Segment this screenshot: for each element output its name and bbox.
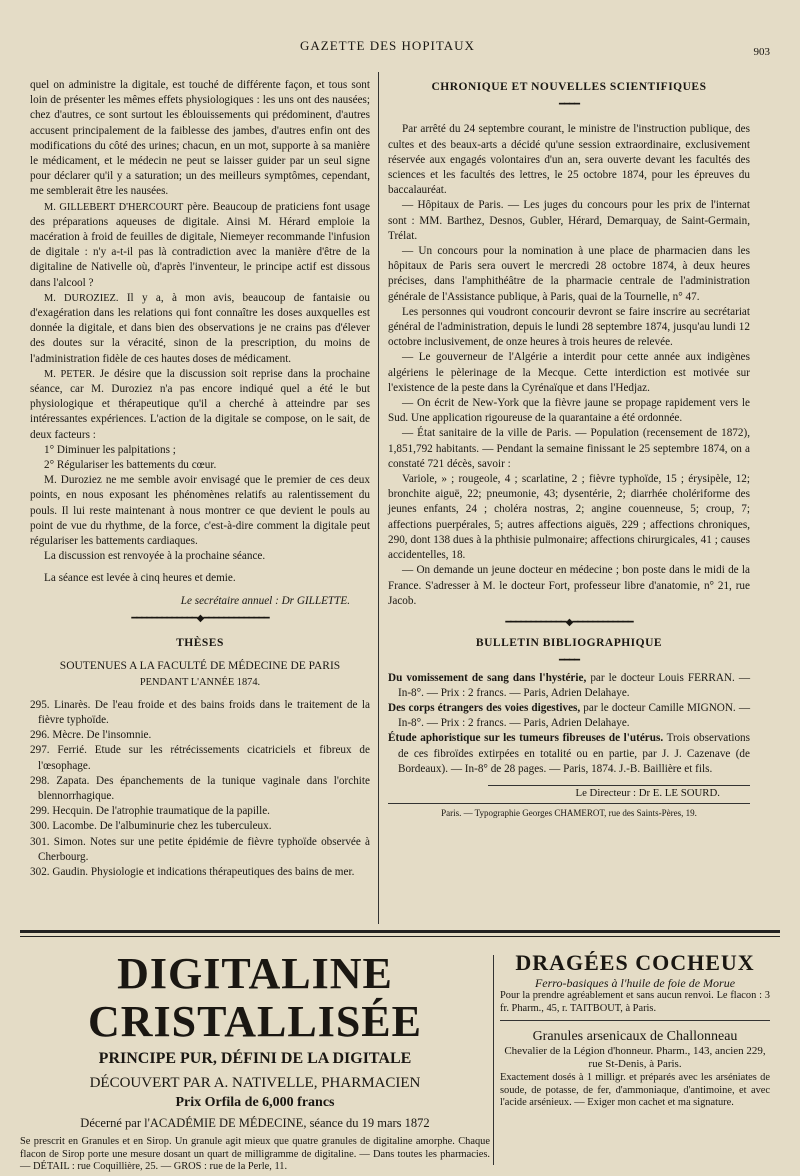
advert-digitaline: [20, 950, 490, 1174]
rule: [500, 1020, 770, 1021]
paragraph: [30, 367, 370, 443]
biblio-title: Des corps étrangers des voies digestives,: [388, 701, 581, 714]
news-item: — On écrit de New-York que la fièvre jaune se propage rapidement vers le Sud. Une application rigoureuse de la quarantaine a été ordonnée.: [388, 397, 750, 425]
paragraph: La discussion est renvoyée à la prochaine séance.: [44, 550, 266, 563]
ad-divider: [493, 955, 494, 1165]
biblio-detail: Trois observations de ces fibroïdes extirpées en totalité ou en partie, par J. J. Cazenave (de Bordeaux). — In-8° de 28 pages. — Paris, 1874. J.-B. Baillière et fils.: [398, 732, 750, 775]
biblio-entry: [388, 731, 750, 777]
ad-subtitle: PRINCIPE PUR, DÉFINI DE LA DIGITALE: [98, 1050, 412, 1067]
speaker: M. DUROZIEZ.: [44, 292, 119, 304]
speech-text: père. Beaucoup de praticiens font usage des préparations aqueuses de digitale. Ainsi M. Hérard emploie la macération à froid de feuilles de digitale, Niemeyer recommande l'infusion de digitale : n'y a-t-il pas là contradiction avec la manière d'être de la digitaline de Nativelle où, d'après l'inventeur, le principe actif est dissous dans l'alcool ?: [30, 200, 370, 289]
section-subtitle: SOUTENUES A LA FACULTÉ DE MÉDECINE DE PARIS: [59, 660, 341, 673]
thesis-item: 297. Ferrié. Etude sur les rétrécissements cicatriciels et fibreux de l'œsophage.: [30, 744, 370, 772]
section-title: CHRONIQUE ET NOUVELLES SCIENTIFIQUES: [431, 81, 707, 93]
thin-rule: [20, 936, 780, 937]
news-item: — État sanitaire de la ville de Paris. — Population (recensement de 1872), 1,851,792 habitants. — Pendant la semaine finissant le 25 septembre 1874, on a constaté 721 décès, savoir :: [388, 427, 750, 470]
news-item: — Un concours pour la nomination à une place de pharmacien dans les hôpitaux de Paris sera ouvert le mercredi 28 octobre 1874, à deux heures précises, dans l'amphithéâtre de la pharmacie centrale de l'administration générale de l'Assistance publique, à Paris, quai de la Tournelle, n° 47.: [388, 245, 750, 303]
ad-discoverer: DÉCOUVERT PAR A. NATIVELLE, PHARMACIEN: [89, 1075, 421, 1091]
ad-text: Se prescrit en Granules et en Sirop. Un granule agit mieux que quatre granules de digitaline amorphe. Chaque flacon de Sirop porte une mesure dosant un quart de milligramme de digitaline. — Dans toutes les pharmacies. — DÉTAIL : rue Coquillière, 25. — GROS : rue de la Perle, 11.: [20, 1136, 490, 1172]
biblio-detail: par le docteur Louis FERRAN. — In-8°. — Prix : 2 francs. — Paris, Adrien Delahaye.: [398, 671, 751, 699]
thesis-item: 300. Lacombe. De l'albuminurie chez les tuberculeux.: [30, 820, 272, 833]
short-rule: ━━━━: [558, 99, 580, 111]
ad-text: Pour la prendre agréablement et sans aucun renvoi. Le flacon : 3 fr. Pharm., 45, r. TAITBOUT, à Paris.: [500, 990, 770, 1014]
biblio-title: Du vomissement de sang dans l'hystérie,: [388, 671, 587, 684]
list-item: 1° Diminuer les palpitations ;: [44, 443, 176, 456]
speech-text: Il y a, à mon avis, beaucoup de fantaisie ou d'exagération dans les relations qui font connaître les doses auxquelles est donnée la digitale, et dans bien des observations je ne crains pas d'élever des doutes sur la véracité, sinon de la prescription, du moins de l'administration fidèle de ces hautes doses de médicament.: [30, 291, 370, 365]
biblio-detail: par le docteur Camille MIGNON. — In-8°. — Prix : 2 francs. — Paris, Adrien Delahaye.: [398, 701, 751, 730]
paragraph: M. Duroziez ne me semble avoir envisagé que le premier de ces deux points, en nous exposant les phénomènes relatifs au ralentissement du pouls. Il lui reste maintenant à nous montrer ce que devient le pouls au point de vue du rhythme, de la force, c'est-à-dire comment la digitale peut régulariser les battements cardiaques.: [30, 474, 370, 548]
ornament-divider: ━━━━━━━━━━━━◆━━━━━━━━━━━━: [505, 616, 633, 628]
thesis-item: 298. Zapata. Des épanchements de la tunique vaginale dans l'orchite blennorrhagique.: [30, 774, 370, 802]
paragraph: quel on administre la digitale, est touché de différente façon, et tous sont loin de présenter les mêmes effets physiologiques : les uns ont des nausées; chez d'autres, ce sont surtout les éblouissements qui prédominent, d'autres accusent principalement de la faiblesse des jambes, d'autres enfin ont des modifications du côté des urines; chacun, en un mot, supporte à sa manière le médicament, et le médecin ne peut se laisser guider par un seul signe pour déclarer qu'il y a saturation; un des meilleurs symptômes, cependant, me semblerait être les nausées.: [30, 79, 370, 198]
ornament-divider: ━━━━━━━━━━━━━◆━━━━━━━━━━━━━: [131, 612, 269, 624]
left-column: [30, 78, 370, 880]
news-item: — On demande un jeune docteur en médecine ; bon poste dans le midi de la France. S'adresser à M. le docteur Fort, professeur libre d'anatomie, n° 21, rue Jacob.: [388, 564, 750, 607]
biblio-title: Étude aphoristique sur les tumeurs fibreuses de l'utérus.: [388, 732, 664, 745]
page-header: [0, 38, 800, 58]
thesis-item: 299. Hecquin. De l'atrophie traumatique de la papille.: [30, 805, 270, 818]
page-number: 903: [753, 46, 770, 58]
journal-title: GAZETTE DES HOPITAUX: [300, 38, 475, 53]
bibliography: [388, 671, 750, 777]
speech-text: Je désire que la discussion soit reprise dans la prochaine séance, car M. Duroziez n'a pas encore indiqué quel a été le but physiologique et thérapeutique qu'il a cherché à atteindre par ses intéressantes expériences. L'action de la digitale se compose, on le sait, de deux facteurs :: [30, 367, 371, 441]
thesis-item: 295. Linarès. De l'eau froide et des bains froids dans le traitement de la fièvre typhoïde.: [30, 698, 370, 726]
ad-subtitle: Ferro-basiques à l'huile de foie de Morue: [534, 976, 736, 990]
news-item: Par arrêté du 24 septembre courant, le ministre de l'instruction publique, des cultes et des beaux-arts a décidé qu'une session extraordinaire, exclusivement réservée aux engagés volontaires d'un an, sera ouverte devant les facultés des sciences et les facultés des lettres, le 25 octobre 1874, pour les épreuves du baccalauréat.: [388, 123, 750, 197]
rule: [388, 803, 750, 804]
printer-line: Paris. — Typographie Georges CHAMEROT, rue des Saints-Pères, 19.: [441, 808, 697, 819]
biblio-entry: [388, 701, 750, 731]
right-column: [388, 78, 750, 821]
paragraph: [30, 291, 370, 367]
advert-dragees: [500, 950, 770, 1110]
news-item: — Le gouverneur de l'Algérie a interdit pour cette année aux indigènes algériens le pèlerinage de la Mecque. Cette interdiction est motivée sur l'existence de la peste dans la Cyrénaïque et dans l'Hedjaz.: [388, 351, 750, 394]
column-divider: [378, 72, 379, 924]
short-rule: ━━━━: [558, 655, 580, 667]
thesis-item: 301. Simon. Notes sur une petite épidémie de fièvre typhoïde observée à Cherbourg.: [30, 835, 370, 863]
section-title: THÈSES: [176, 637, 224, 650]
thesis-item: 302. Gaudin. Physiologie et indications thérapeutiques des bains de mer.: [30, 865, 355, 878]
section-title: BULLETIN BIBLIOGRAPHIQUE: [475, 637, 663, 650]
signature: Le secrétaire annuel : Dr GILLETTE.: [180, 594, 350, 607]
thick-rule: [20, 930, 780, 933]
list-item: 2° Régulariser les battements du cœur.: [44, 459, 217, 472]
director-signature: Le Directeur : Dr E. LE SOURD.: [575, 786, 720, 799]
paragraph: [30, 200, 370, 291]
ad-title: DRAGÉES COCHEUX: [515, 950, 755, 975]
ad-title: DIGITALINE CRISTALLISÉE: [88, 949, 422, 1046]
news-item: Les personnes qui voudront concourir devront se faire inscrire au secrétariat général de l'administration, depuis le lundi 28 septembre 1874, jusqu'au lundi 12 octobre inclusivement, de onze heures à trois heures de relevée.: [388, 305, 750, 349]
news-item: — Hôpitaux de Paris. — Les juges du concours pour les prix de l'internat sont : MM. Barthez, Desnos, Gubler, Hérard, Demarquay, de Saint-Germain, Trélat.: [388, 199, 750, 242]
ad-title: Granules arsenicaux de Challonneau: [532, 1029, 738, 1044]
biblio-entry: [388, 671, 750, 701]
ad-text: Exactement dosés à 1 milligr. et préparés avec les arséniates de soude, de potasse, de fer, d'ammoniaque, d'antimoine, et avec l'acide arsénieux. — Exiger mon cachet et ma signature.: [500, 1072, 770, 1108]
paragraph: La séance est levée à cinq heures et demie.: [44, 571, 236, 584]
news-item: Variole, » ; rougeole, 4 ; scarlatine, 2 ; fièvre typhoïde, 15 ; érysipèle, 12; bronchite aiguë, 22; pneumonie, 43; dysentérie, 2; diarrhée cholériforme des jeunes enfants, 24 ; choléra nostras, 2; angine couenneuse, 5; croup, 7; affections puerpérales, 5; autres affections aiguës, 229 ; affections chroniques, 290, dont 138 dues à la phthisie pulmonaire; affections chirurgicales, 41 ; causes accidentelles, 18.: [388, 473, 750, 562]
ad-text: Chevalier de la Légion d'honneur. Pharm., 143, ancien 229, rue St-Denis, à Paris.: [504, 1045, 766, 1070]
speaker: M. PETER.: [44, 368, 95, 380]
ad-award: Décerné par l'ACADÉMIE DE MÉDECINE, séance du 19 mars 1872: [80, 1116, 430, 1130]
thesis-item: 296. Mècre. De l'insomnie.: [30, 729, 152, 742]
ad-prize: Prix Orfila de 6,000 francs: [175, 1095, 335, 1110]
speaker: M. GILLEBERT D'HERCOURT: [44, 201, 184, 213]
thesis-list: [30, 698, 370, 880]
section-year: PENDANT L'ANNÉE 1874.: [139, 676, 261, 688]
